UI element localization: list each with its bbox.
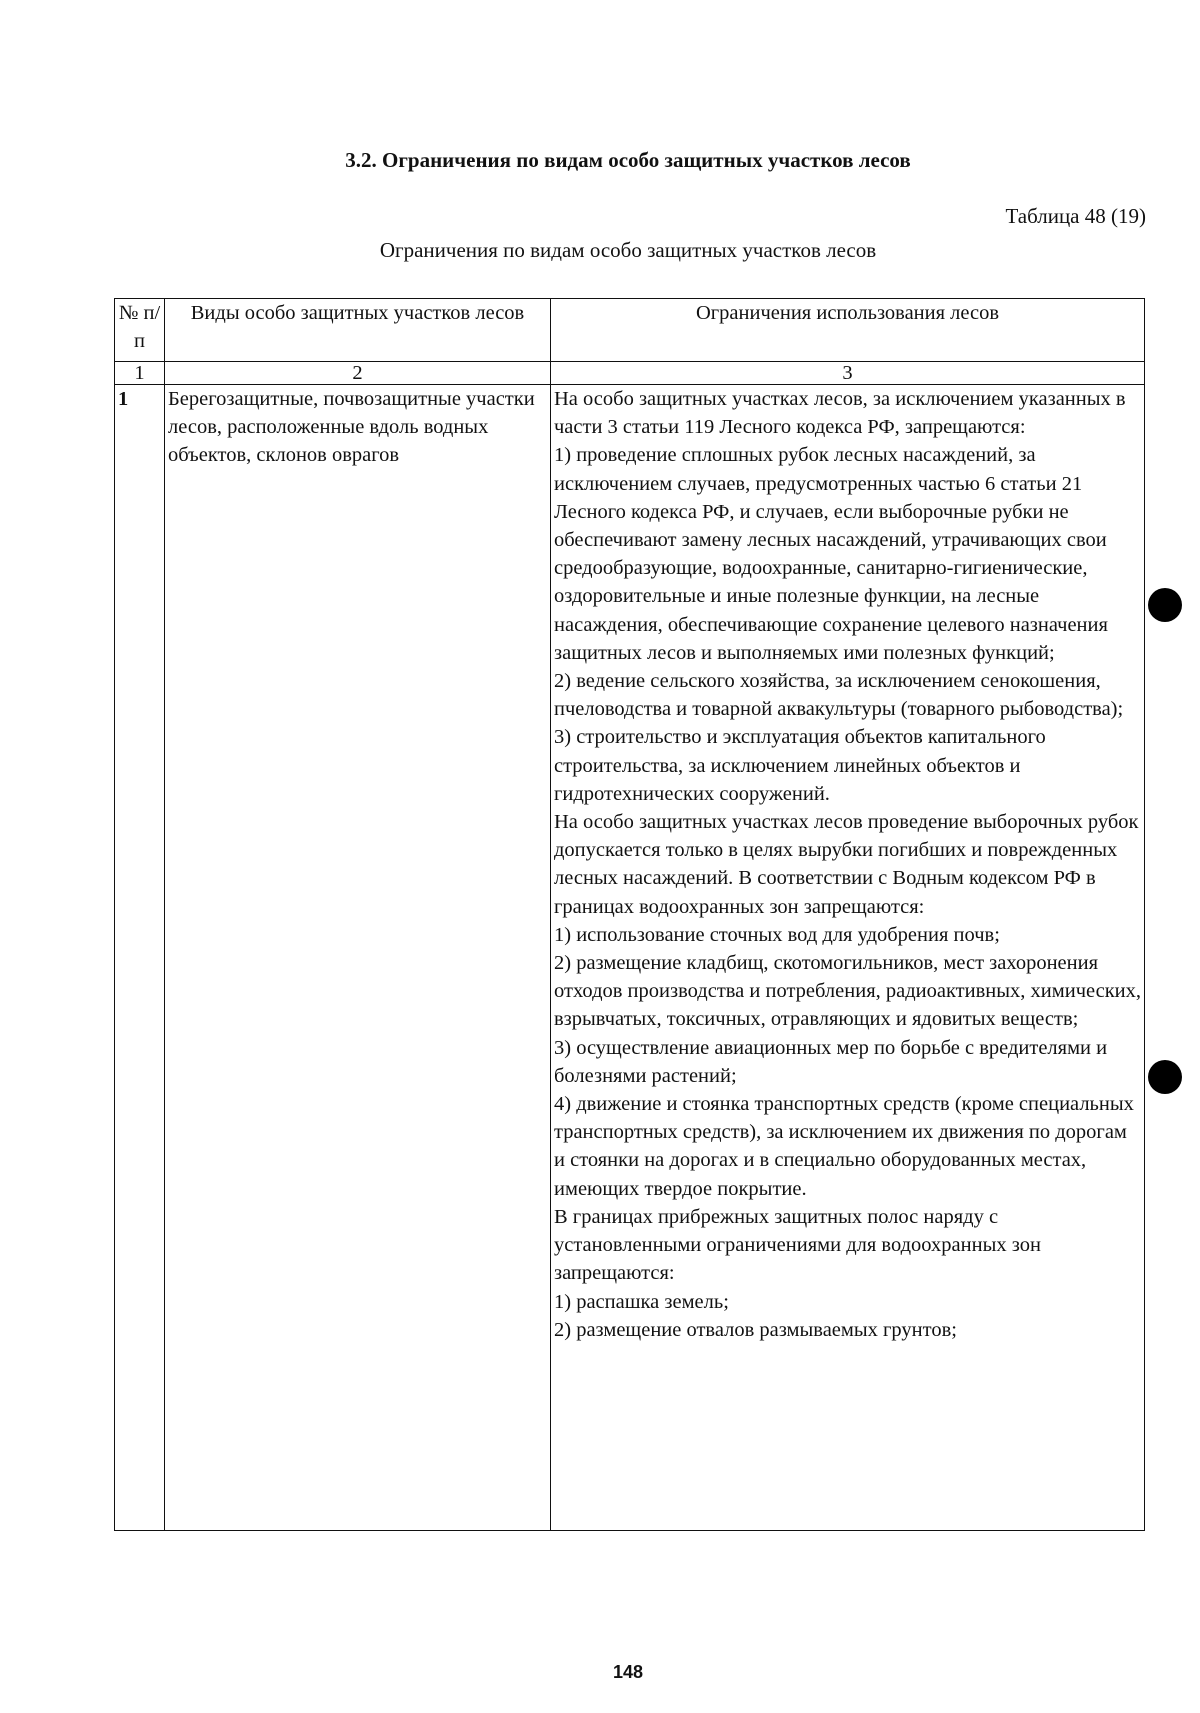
row-number-cell: 1 — [115, 385, 165, 1531]
restriction-item: 1) проведение сплошных рубок лесных насаждений, за исключением случаев, предусмотренных частью 6 статьи 21 Лесного кодекса РФ, и случаев, если выборочные рубки не обеспечивают замену лесных насаждений, утрачивающих свои средообразующие, водоохранные, санитарно-гигиенические, оздоровительные и иные полезные функции, на лесные насаждения, обеспечивающие сохранение целевого назначения защитных лесов и выполняемых ими полезных функций; — [554, 444, 1108, 664]
restriction-item: 2) размещение кладбищ, скотомогильников, мест захоронения отходов производства и потребления, радиоактивных, химических, взрывчатых, токсичных, отравляющих и ядовитых веществ; — [554, 952, 1142, 1031]
page-number: 148 — [612, 1662, 644, 1682]
header-cell-type: Виды особо защитных участков лесов — [165, 299, 551, 362]
restriction-item: 2) размещение отвалов размываемых грунтов; — [554, 1318, 957, 1341]
table-row — [115, 385, 1145, 1531]
restrictions-table — [114, 298, 1145, 1531]
restriction-item: 3) осуществление авиационных мер по борьбе с вредителями и болезнями растений; — [554, 1036, 1108, 1087]
header-cell-restrictions: Ограничения использования лесов — [551, 299, 1145, 362]
forest-area-type-cell: Берегозащитные, почвозащитные участки лесов, расположенные вдоль водных объектов, склонов оврагов — [165, 385, 551, 1531]
column-number: 2 — [165, 362, 551, 385]
restriction-item: 3) строительство и эксплуатация объектов капитального строительства, за исключением линейных объектов и гидротехнических сооружений. — [554, 726, 1046, 805]
table-header-row — [115, 299, 1145, 362]
column-number-row — [115, 362, 1145, 385]
header-cell-number: № п/п — [115, 299, 165, 362]
column-number: 1 — [115, 362, 165, 385]
binder-punch-hole — [1148, 1060, 1182, 1094]
section-heading: 3.2. Ограничения по видам особо защитных участков лесов — [345, 148, 911, 172]
column-number: 3 — [551, 362, 1145, 385]
restriction-item: 1) использование сточных вод для удобрения почв; — [554, 923, 1000, 946]
table-number: Таблица 48 (19) — [1005, 204, 1146, 228]
restriction-paragraph: На особо защитных участках лесов проведение выборочных рубок допускается только в целях вырубки погибших и поврежденных лесных насаждений. В соответствии с Водным кодексом РФ в границах водоохранных зон запрещаются: — [554, 811, 1139, 918]
restrictions-cell — [551, 385, 1145, 1531]
restriction-paragraph: На особо защитных участках лесов, за исключением указанных в части 3 статьи 119 Лесного кодекса РФ, запрещаются: — [554, 388, 1126, 439]
restriction-item: 1) распашка земель; — [554, 1290, 729, 1313]
table-caption: Ограничения по видам особо защитных участков лесов — [379, 238, 877, 262]
restriction-item: 4) движение и стоянка транспортных средств (кроме специальных транспортных средств), за исключением их движения по дорогам и стоянки на дорогах и в специально оборудованных местах, имеющих твердое покрытие. — [554, 1093, 1134, 1200]
binder-punch-hole — [1148, 588, 1182, 622]
restriction-item: 2) ведение сельского хозяйства, за исключением сенокошения, пчеловодства и товарной аквакультуры (товарного рыбоводства); — [554, 670, 1124, 721]
restriction-paragraph: В границах прибрежных защитных полос наряду с установленными ограничениями для водоохранных зон запрещаются: — [554, 1205, 1041, 1285]
